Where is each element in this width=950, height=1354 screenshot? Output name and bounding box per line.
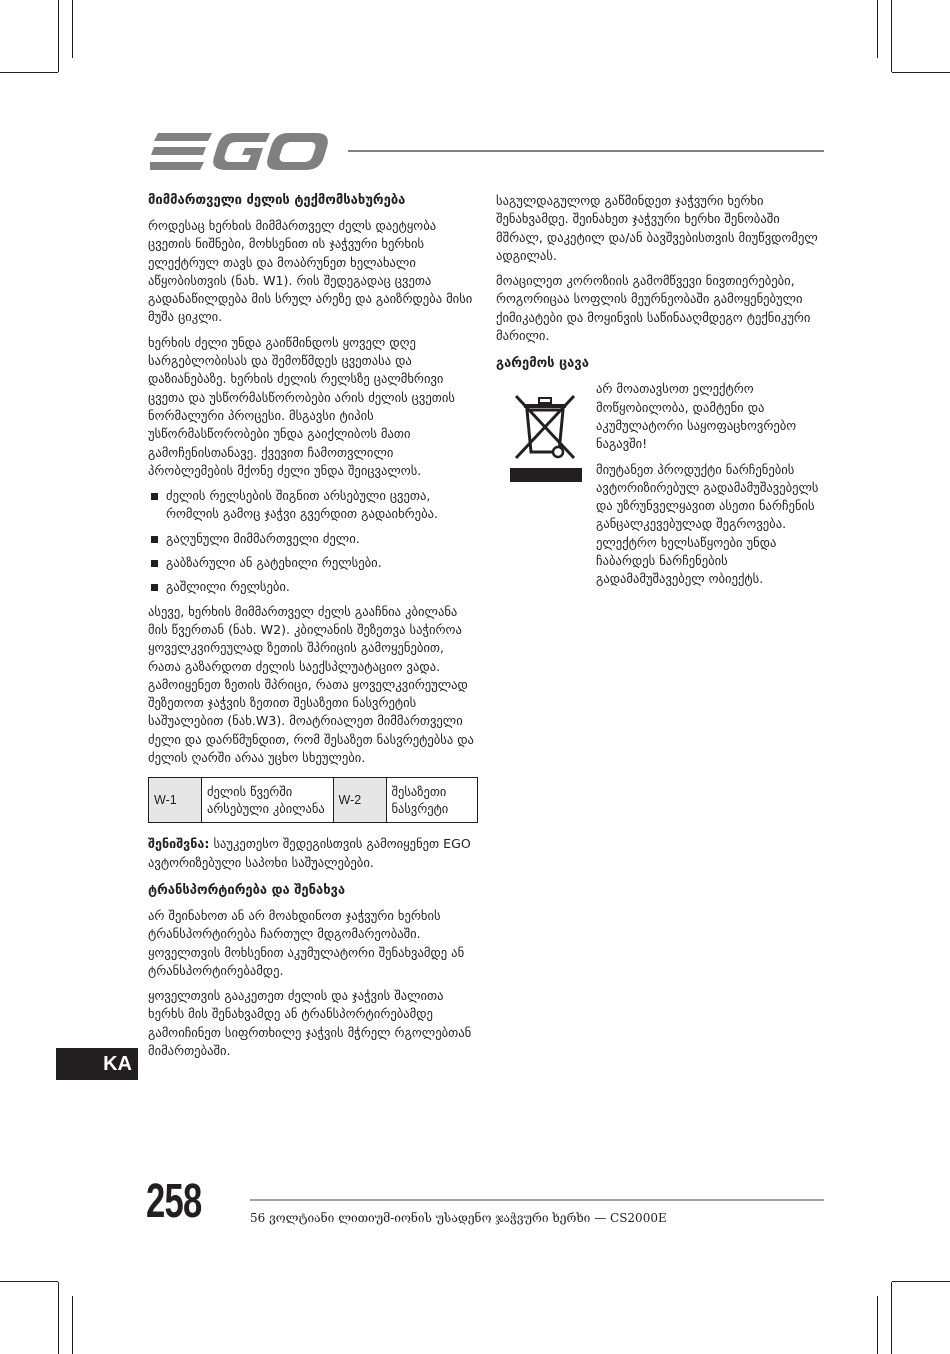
crop-mark	[58, 1282, 59, 1354]
language-tab: KA	[56, 1048, 138, 1080]
paragraph: მიუტანეთ პროდუქტი ნარჩენების ავტორიზირებულ გადამამუშავებელს და უზრუნველყავით ასეთი ნარჩენის განცალკევებულად შეგროვება. ელექტრო ხელსაწყოები უნდა ჩაბარდეს ნარჩენების გადამამუშავებელ ობიექტს.	[596, 461, 819, 587]
section-title-transport-storage: ტრანსპორტირება და შენახვა	[148, 882, 346, 898]
list-item: გაბზარული ან გატეხილი რელსები.	[148, 554, 478, 572]
crop-mark	[892, 1281, 950, 1282]
note-label: შენიშვნა:	[148, 836, 210, 852]
list-item: გაღუნული მიმმართველი ძელი.	[148, 530, 478, 548]
crop-mark	[0, 72, 58, 73]
crop-mark	[891, 1282, 892, 1354]
weee-crossed-bin-icon	[510, 386, 582, 482]
environment-block	[496, 380, 826, 595]
crop-mark	[72, 1296, 73, 1354]
section-title-environment: გარემოს ცავა	[496, 356, 589, 372]
page-number: 258	[146, 1175, 202, 1228]
crop-mark	[58, 0, 59, 72]
crop-mark	[892, 72, 950, 73]
paragraph: არ მოათავსოთ ელექტრო მოწყობილობა, დამტენი და აკუმულატორი საყოფაცხოვრებო ნაგავში!	[596, 381, 797, 452]
paragraph: როდესაც ხერხის მიმმართველ ძელს დაეტყობა ცვეთის ნიშნები, მოხსენით ის ჯაჭვური ხერხის ელექტრულ თავს და მოაბრუნეთ ხელახალი აწყობისთვის (ნახ. W1). რის შედეგადაც ცვეთა გადანაწილდება მის სრულ არეზე და გაიზრდება მისი მუშა ციკლი.	[148, 218, 473, 325]
paragraph: საგულდაგულოდ გაწმინდეთ ჯაჭვური ხერხი შენახვამდე. შეინახეთ ჯაჭვური ხერხი შენობაში მშრალ, დაკეტილ და/ან ბავშვებისთვის მიუწვდომელ ადგილას.	[496, 193, 818, 263]
crop-mark	[0, 1281, 58, 1282]
bullet-square-icon	[151, 536, 158, 543]
footer-text: 56 ვოლტიანი ლითიუმ-იონის უსადენო ჯაჭვური ხერხი — CS2000E	[250, 1211, 667, 1225]
list-item: გაშლილი რელსები.	[148, 578, 478, 596]
paragraph: ხერხის ძელი უნდა გაიწმინდოს ყოველ დღე სარგებლობისას და შემოწმდეს ცვეთასა და დაზიანებაზე. ხერხის ძელის რელსზე ცალმხრივი ცვეთა და უსწორმასწორობები არის ძელის ცვეთის ნორმალური პროცესი. მსგავსი ტიპის უსწორმასწორობები უნდა გაიქლიბოს მათი გამოჩენისთანავე. ქვევით ჩამოთვლილი პრობლემების მქონე ძელი უნდა შეიცვალოს.	[148, 334, 455, 478]
list-item: ძელის რელსების შიგნით არსებული ცვეთა, რომლის გამოც ჯაჭვი გვერდით გადაიხრება.	[148, 487, 478, 524]
bullet-square-icon	[151, 493, 158, 500]
paragraph: არ შეინახოთ ან არ მოახდინოთ ჯაჭვური ხერხის ტრანსპორტირება ჩართულ მდგომარეობაში. ყოველთვის მოხსენით აკუმულატორი შენახვამდე ან ტრანსპორტირებამდე.	[148, 907, 465, 978]
header-rule	[348, 150, 824, 152]
bullet-square-icon	[151, 560, 158, 567]
note-paragraph	[148, 835, 478, 872]
table-cell-desc: ძელის წვერში არსებული კბილანა	[202, 778, 334, 823]
paragraph: ასევე, ხერხის მიმმართველ ძელს გააჩნია კბილანა მის წვერთან (ნახ. W2). კბილანის შეზეთვა საჭიროა ყოველკვირეულად ზეთის შპრიცის გამოყენებით, რათა გაზარდოთ ძელის საექსპლუატაციო ვადა. გამოიყენეთ ზეთის შპრიცი, რათა ყოველკვირეულად შეზეთოთ ჯაჭვის ზეთით შესაზეთი ნასვრეტის საშუალებით (ნახ.W3). მოატრიალეთ მიმმართველი ძელი და დარწმუნდით, რომ შესაზეთ ნასვრეტებსა და ძელის ღარში არაა უცხო სხეულები.	[148, 603, 474, 766]
left-column	[148, 192, 478, 1067]
crop-mark	[891, 0, 892, 72]
environment-text	[596, 380, 826, 595]
footer-rule	[250, 1199, 824, 1201]
table-cell-desc: შესაზეთი ნასვრეტი	[386, 778, 477, 823]
table-cell-code: W-2	[333, 778, 386, 823]
table-cell-code: W-1	[149, 778, 202, 823]
note-text: საუკეთესო შედეგისთვის გამოიყენეთ EGO ავტორიზებული საპოხი საშუალებები.	[148, 836, 471, 870]
right-column	[496, 192, 826, 596]
crop-mark	[877, 0, 878, 58]
crop-mark	[72, 0, 73, 58]
section-title-bar-maintenance: მიმმართველი ძელის ტექმომსახურება	[148, 193, 406, 208]
bullet-square-icon	[151, 584, 158, 591]
paragraph: ყოველთვის გააკეთეთ ძელის და ჯაჭვის შალითა ხერხს მის შენახვამდე ან ტრანსპორტირებამდე გამოიჩინეთ სიფრთხილე ჯაჭვის მჭრელ რგოლებთან მიმართებაში.	[148, 988, 472, 1058]
ego-logo	[150, 133, 330, 171]
paragraph: მოაცილეთ კოროზიის გამომწვევი ნივთიერებები, როგორიცაა სოფლის მეურნეობაში გამოყენებული ქიმიკატები და მოყინვის საწინააღმდეგო ტექნიკური მარილი.	[496, 273, 811, 344]
figure-legend-table	[148, 777, 478, 823]
table-row	[149, 778, 478, 823]
bullet-list	[148, 487, 478, 596]
crop-mark	[877, 1296, 878, 1354]
